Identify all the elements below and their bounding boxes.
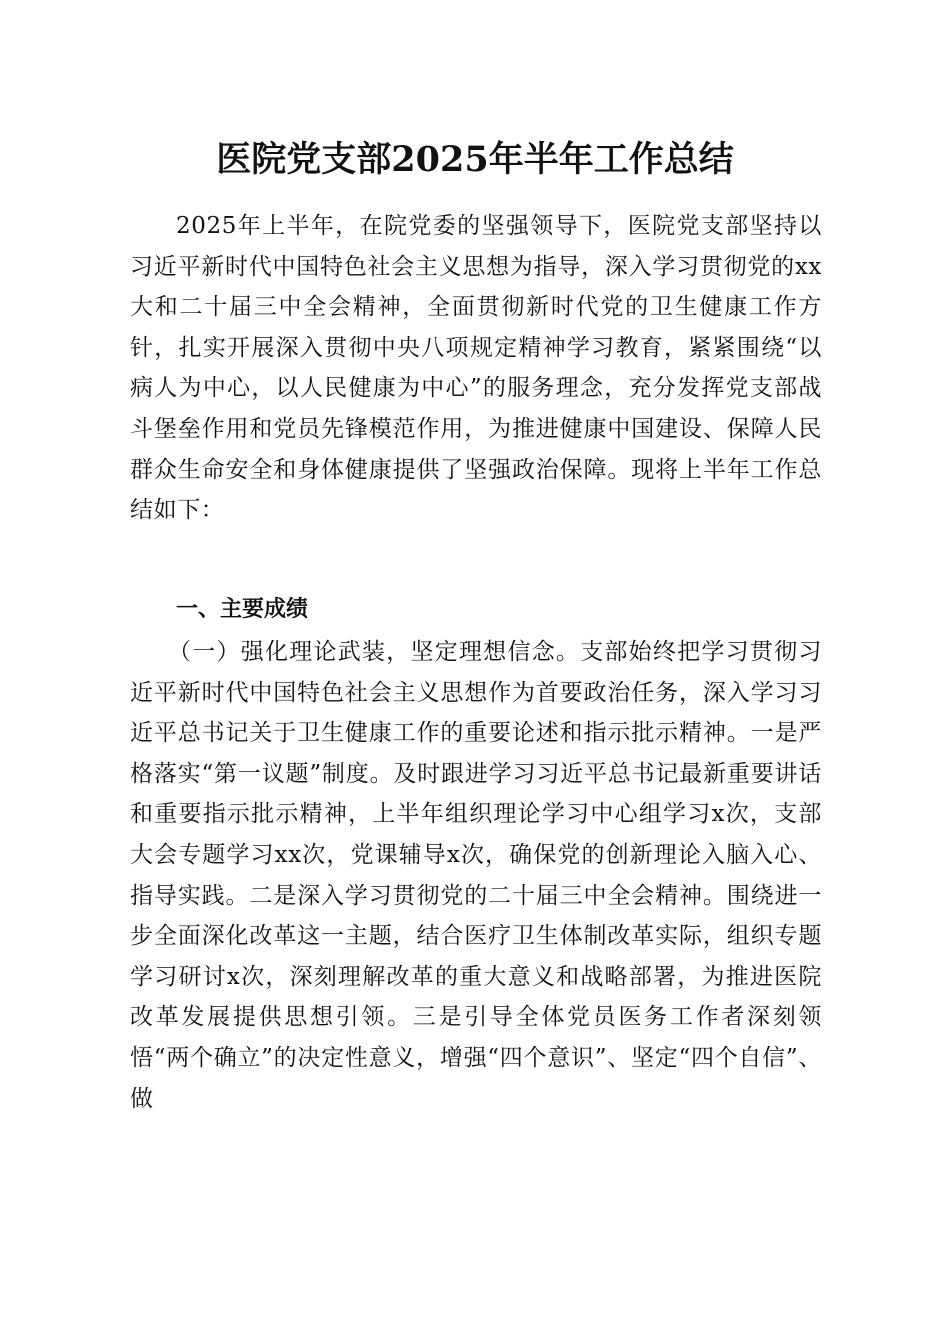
- document-title: 医院党支部2025年半年工作总结: [216, 139, 734, 180]
- subsection-paragraph-theory: [130, 632, 822, 1119]
- subsection-lead: （一）强化理论武装，坚定理想信念。: [168, 639, 581, 665]
- subsection-body: 支部始终把学习贯彻习近平新时代中国特色社会主义思想作为首要政治任务，深入学习习近平总书记关于卫生健康工作的重要论述和指示批示精神。一是严格落实“第一议题”制度。及时跟进学习习近平总书记最新重要讲话和重要指示批示精神，上半年组织理论学习中心组学习x次，支部大会专题学习xx次，党课辅导x次，确保党的创新理论入脑入心、指导实践。二是深入学习贯彻党的二十届三中全会精神。围绕进一步全面深化改革这一主题，结合医疗卫生体制改革实际，组织专题学习研讨x次，深刻理解改革的重大意义和战略部署，为推进医院改革发展提供思想引领。三是引导全体党员医务工作者深刻领悟“两个确立”的决定性意义，增强“四个意识”、坚定“四个自信”、做: [130, 639, 823, 1112]
- section-heading-main-achievements: 一、主要成绩: [176, 597, 309, 622]
- intro-paragraph: 2025年上半年，在院党委的坚强领导下，医院党支部坚持以习近平新时代中国特色社会主义思想为指导，深入学习贯彻党的xx大和二十届三中全会精神，全面贯彻新时代党的卫生健康工作方针，扎实开展深入贯彻中央八项规定精神学习教育，紧紧围绕“以病人为中心，以人民健康为中心”的服务理念，充分发挥党支部战斗堡垒作用和党员先锋模范作用，为推进健康中国建设、保障人民群众生命安全和身体健康提供了坚强政治保障。现将上半年工作总结如下：: [130, 213, 822, 524]
